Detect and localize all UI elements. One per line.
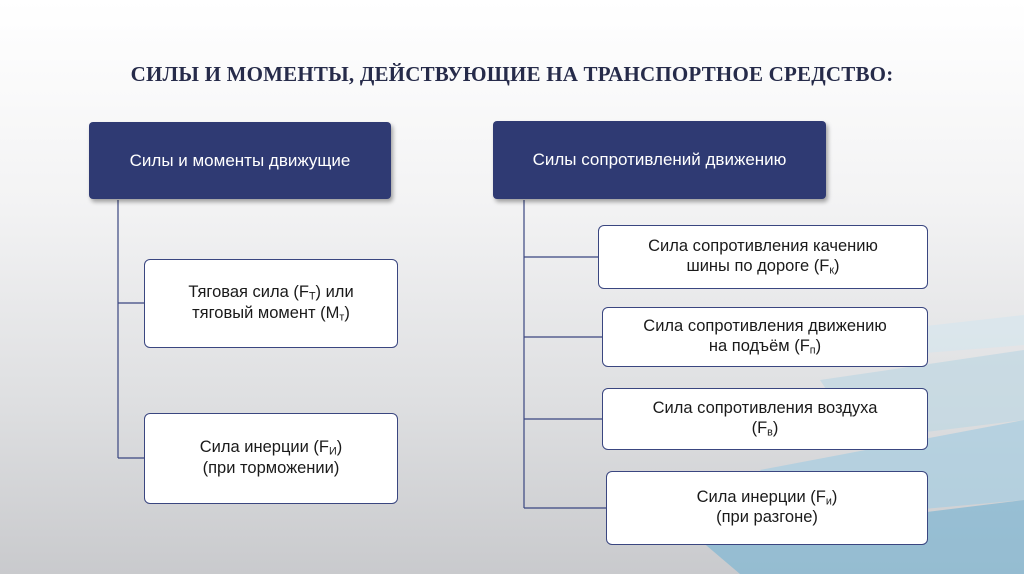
header-driving-forces: [89, 122, 391, 199]
header-resistance-forces: [493, 121, 826, 199]
box-inertia-braking: Сила инерции $(F_И)$ (при торможении): [144, 413, 398, 504]
box-rolling-resistance: Сила сопротивления качению шины по дороге $(F_к)$: [598, 225, 928, 289]
header-label: Силы и моменты движущие: [129, 150, 351, 170]
box-air-resistance: Сила сопротивления воздуха $(F_в)$: [602, 388, 928, 450]
box-traction-force: Тяговая сила $(F_Т)$ или тяговый момент $(M_т)$: [144, 259, 398, 348]
box-inertia-acceleration: Сила инерции $(F_и)$ (при разгоне): [606, 471, 928, 545]
box-grade-resistance: Сила сопротивления движению на подъём $(F_п)$: [602, 307, 928, 367]
page-title: СИЛЫ И МОМЕНТЫ, ДЕЙСТВУЮЩИЕ НА ТРАНСПОРТНОЕ СРЕДСТВО:: [130, 62, 894, 86]
header-label: Силы сопротивлений движению: [532, 150, 787, 169]
